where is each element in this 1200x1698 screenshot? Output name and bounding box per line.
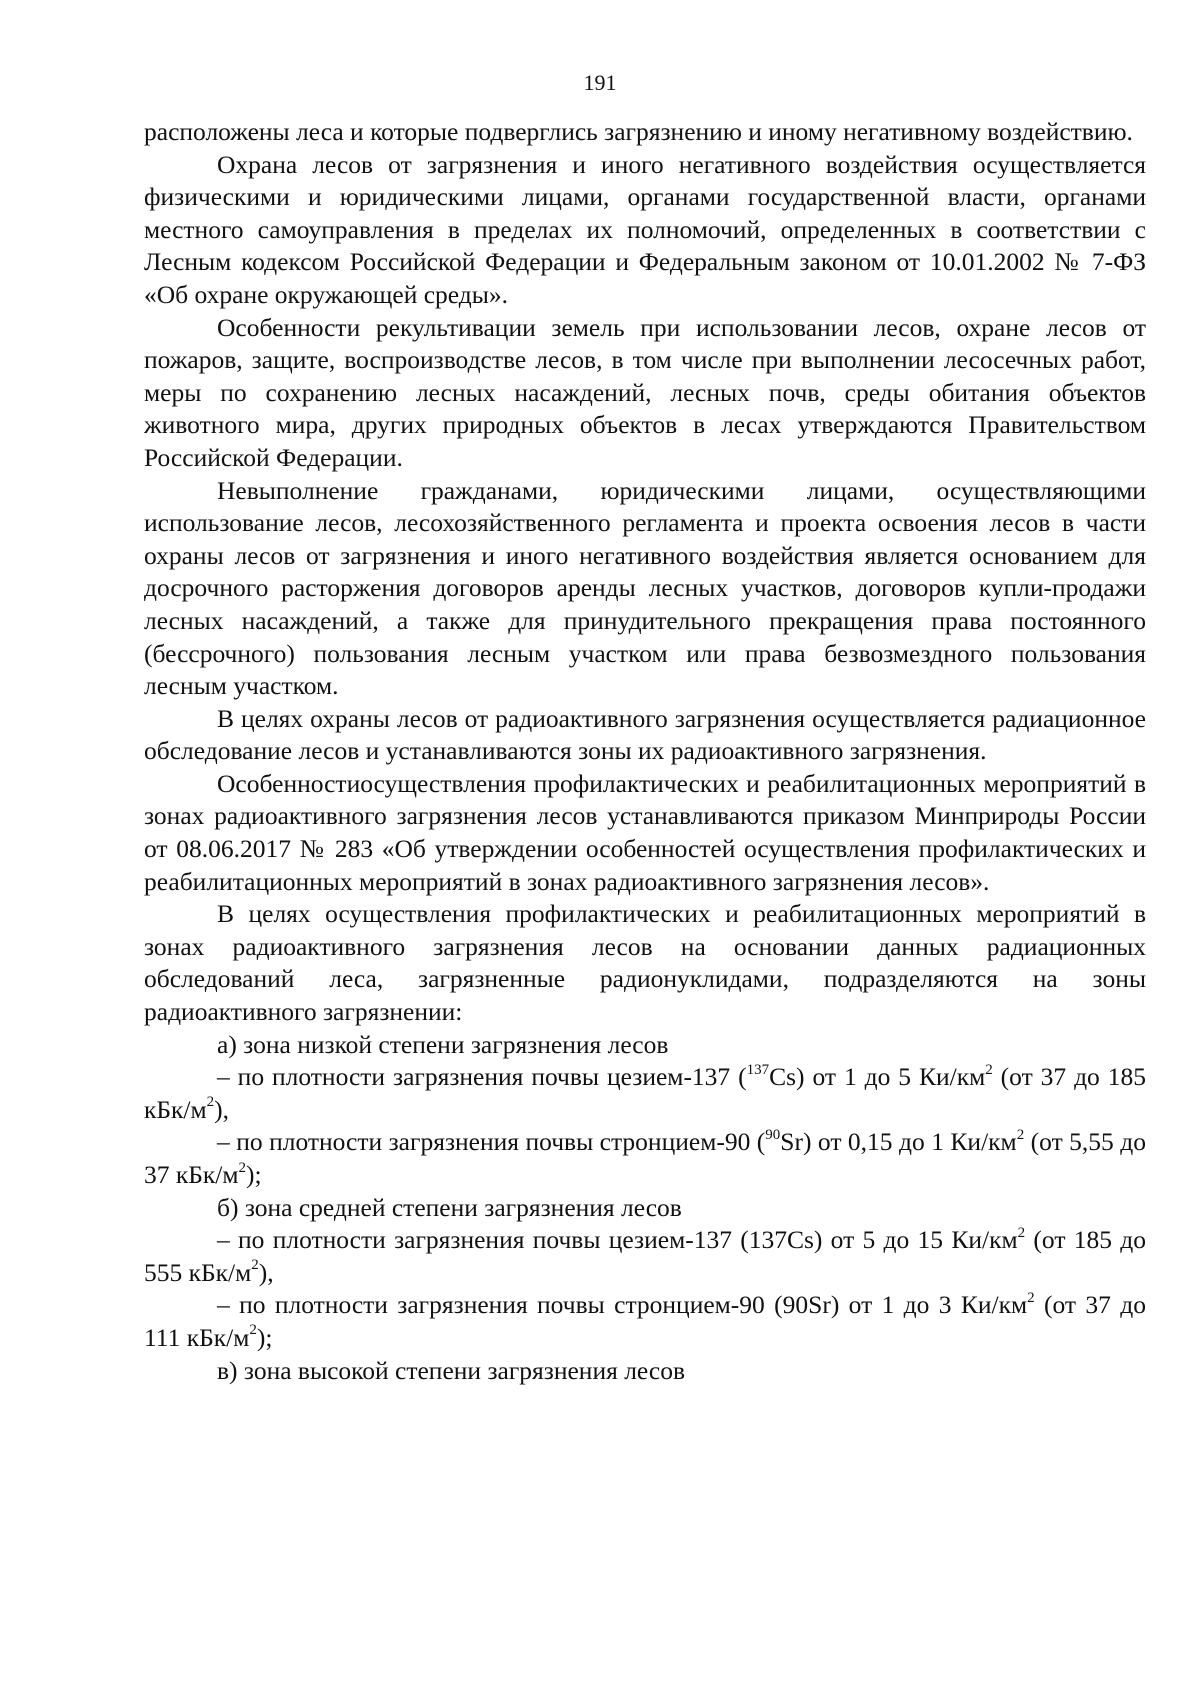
- bullet-cesium-low: – по плотности загрязнения почвы цезием-137 ($^{137}$Cs) от 1 до 5 $Ки/км^2$ (от 37 до 185 кБк/$м^2$),: [144, 1061, 1146, 1124]
- bullet-strontium-low: – по плотности загрязнения почвы стронцием-90 ($^{90}$Sr) от 0,15 до 1 $Ки/км^2$ (от 5,55 до 37 кБк/$м^2$);: [144, 1126, 1146, 1189]
- zone-b-heading: б) зона средней степени загрязнения лесов: [217, 1192, 682, 1222]
- paragraph-forest-protection: Охрана лесов от загрязнения и иного негативного воздействия осуществляется физическими и юридическими лицами, органами государственной власти, органами местного самоуправления в пределах их полномочий, определенных в соответствии с Лесным кодексом Российской Федерации и Федеральным законом от 10.01.2002 № 7-ФЗ «Об охране окружающей среды».: [144, 149, 1146, 309]
- paragraph-zone-classification: В целях осуществления профилактических и реабилитационных мероприятий в зонах радиоактивного загрязнения лесов на основании данных радиационных обследований леса, загрязненные радионуклидами, подразделяются на зоны радиоактивного загрязнении:: [144, 899, 1146, 1027]
- bullet-cesium-mid: – по плотности загрязнения почвы цезием-137 (137Cs) от 5 до 15 $Ки/км^2$ (от 185 до 555 кБк/$м^2$),: [144, 1224, 1146, 1287]
- bullet-strontium-mid: – по плотности загрязнения почвы стронцием-90 (90Sr) от 1 до 3 $Ки/км^2$ (от 37 до 111 кБк/$м^2$);: [144, 1289, 1147, 1352]
- page-number: 191: [583, 70, 617, 95]
- zone-c-heading: в) зона высокой степени загрязнения лесов: [217, 1355, 685, 1385]
- paragraph-radioactive-survey: В целях охраны лесов от радиоактивного загрязнения осуществляется радиационное обследование лесов и устанавливаются зоны их радиоактивного загрязнения.: [144, 703, 1146, 766]
- document-body: [144, 116, 1146, 1387]
- paragraph-continuation: расположены леса и которые подверглись загрязнению и иному негативному воздействию.: [144, 117, 1133, 146]
- paragraph-land-reclamation: Особенности рекультивации земель при использовании лесов, охране лесов от пожаров, защите, воспроизводстве лесов, в том числе при выполнении лесосечных работ, меры по сохранению лесных насаждений, лесных почв, среды обитания объектов животного мира, других природных объектов в лесах утверждаются Правительством Российской Федерации.: [144, 312, 1146, 472]
- paragraph-noncompliance: Невыполнение гражданами, юридическими лицами, осуществляющими использование лесов, лесохозяйственного регламента и проекта освоения лесов в части охраны лесов от загрязнения и иного негативного воздействия является основанием для досрочного расторжения договоров аренды лесных участков, договоров купли-продажи лесных насаждений, а также для принудительного прекращения права постоянного (бессрочного) пользования лесным участком или права безвозмездного пользования лесным участком.: [144, 475, 1146, 701]
- zone-a-heading: а) зона низкой степени загрязнения лесов: [217, 1029, 669, 1059]
- paragraph-rehabilitation-order: Особенностиосуществления профилактических и реабилитационных мероприятий в зонах радиоактивного загрязнения лесов устанавливаются приказом Минприроды России от 08.06.2017 № 283 «Об утверждении особенностей осуществления профилактических и реабилитационных мероприятий в зонах радиоактивного загрязнения лесов».: [144, 768, 1146, 896]
